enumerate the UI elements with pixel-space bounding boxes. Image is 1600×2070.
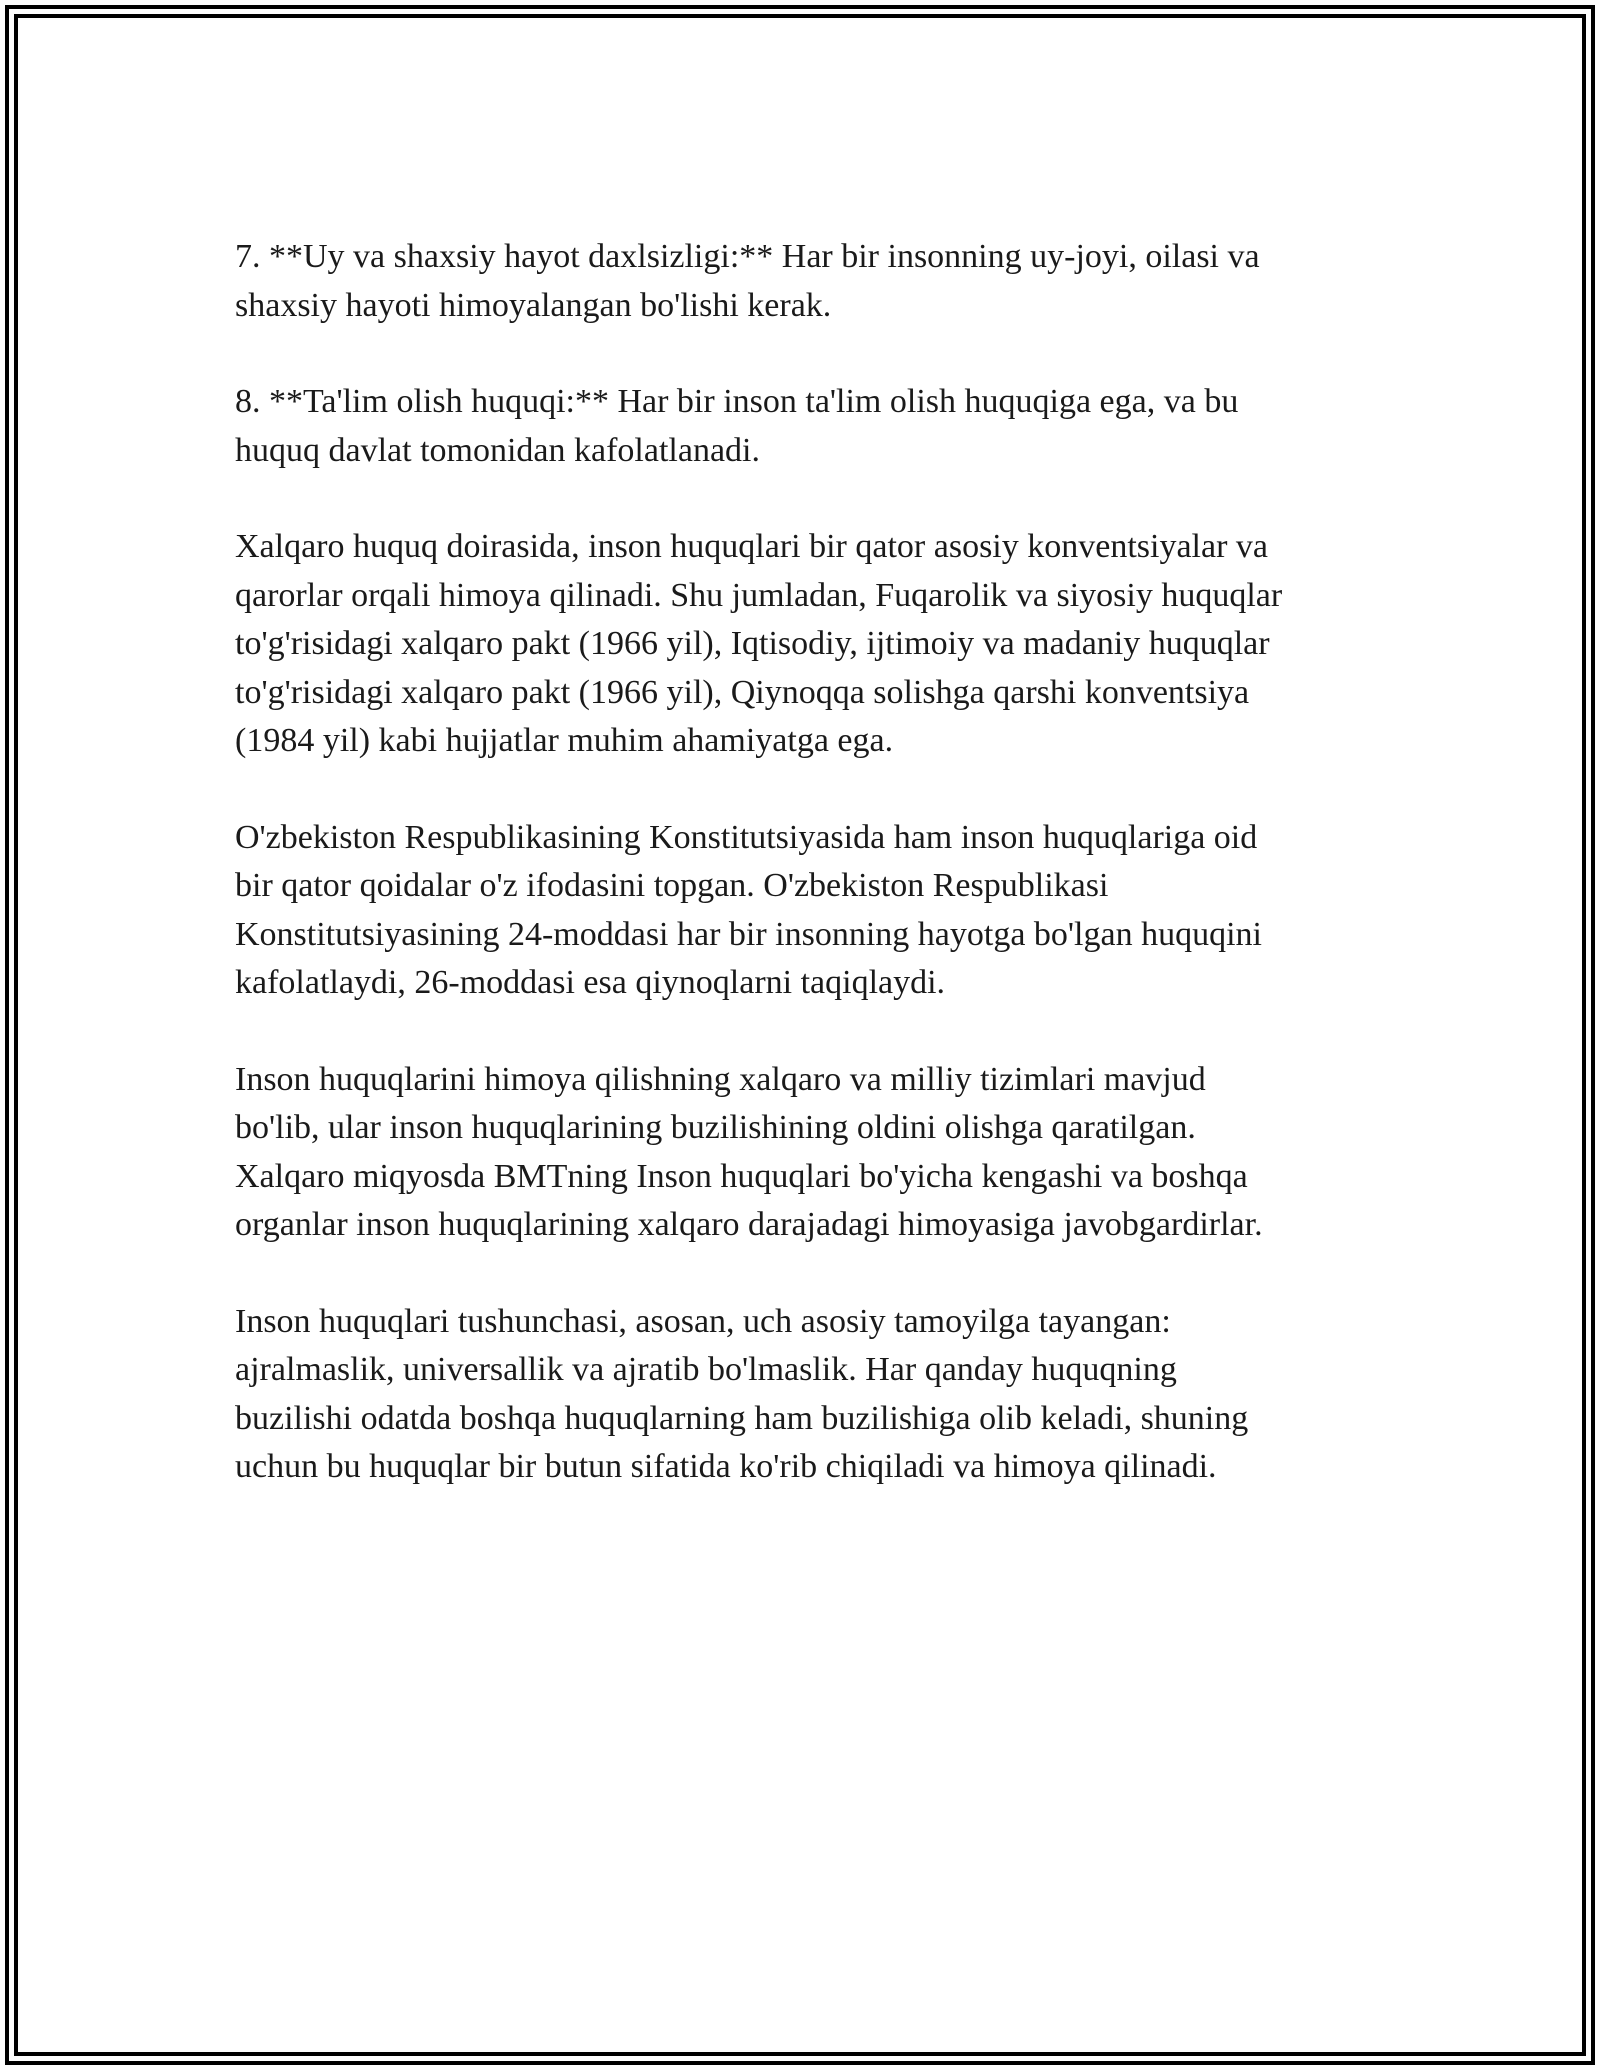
text-line: 7. **Uy va shaxsiy hayot daxlsizligi:** Har bir insonning uy-joyi, oilasi va [235,238,1260,275]
text-line: O'zbekiston Respublikasining Konstitutsiyasida ham inson huquqlariga oid [235,818,1258,856]
text-line: to'g'risidagi xalqaro pakt (1966 yil), Iqtisodiy, ijtimoiy va madaniy huquqlar [235,625,1270,662]
text-line: Konstitutsiyasining 24-moddasi har bir insonning hayotga bo'lgan huquqini [235,915,1262,953]
text-line: kafolatlaydi, 26-moddasi esa qiynoqlarni taqiqlaydi. [235,964,946,1001]
paragraph-constitution [235,814,1385,1008]
document-body [235,233,1385,1492]
paragraph-international-law [235,523,1385,766]
list-item-8 [235,378,1385,475]
text-line: huquq davlat tomonidan kafolatlanadi. [235,431,760,469]
text-line: buzilishi odatda boshqa huquqlarning ham buzilishiga olib keladi, shuning [235,1399,1249,1437]
text-line: shaxsiy hayoti himoyalangan bo'lishi kerak. [235,286,832,324]
text-line: ajralmaslik, universallik va ajratib bo'lmaslik. Har qanday huquqning [235,1351,1177,1388]
text-line: bir qator qoidalar o'z ifodasini topgan. O'zbekiston Respublikasi [235,867,1109,904]
text-line: Xalqaro huquq doirasida, inson huquqlari bir qator asosiy konventsiyalar va [235,528,1268,565]
text-line: organlar inson huquqlarining xalqaro darajadagi himoyasiga javobgardirlar. [235,1206,1263,1243]
text-line: qarorlar orqali himoya qilinadi. Shu jumladan, Fuqarolik va siyosiy huquqlar [235,576,1283,614]
list-item-7 [235,233,1385,330]
paragraph-principles [235,1298,1385,1492]
text-line: Inson huquqlari tushunchasi, asosan, uch asosiy tamoyilga tayangan: [235,1302,1171,1340]
paragraph-protection-systems [235,1056,1385,1250]
text-line: Inson huquqlarini himoya qilishning xalqaro va milliy tizimlari mavjud [235,1060,1206,1098]
text-line: bo'lib, ular inson huquqlarining buzilishining oldini olishga qaratilgan. [235,1109,1196,1146]
text-line: (1984 yil) kabi hujjatlar muhim ahamiyatga ega. [235,722,894,759]
text-line: Xalqaro miqyosda BMTning Inson huquqlari bo'yicha kengashi va boshqa [235,1157,1248,1195]
text-line: uchun bu huquqlar bir butun sifatida ko'rib chiqiladi va himoya qilinadi. [235,1448,1217,1485]
text-line: to'g'risidagi xalqaro pakt (1966 yil), Qiynoqqa solishga qarshi konventsiya [235,673,1250,711]
text-line: 8. **Ta'lim olish huquqi:** Har bir inson ta'lim olish huquqiga ega, va bu [235,383,1239,420]
